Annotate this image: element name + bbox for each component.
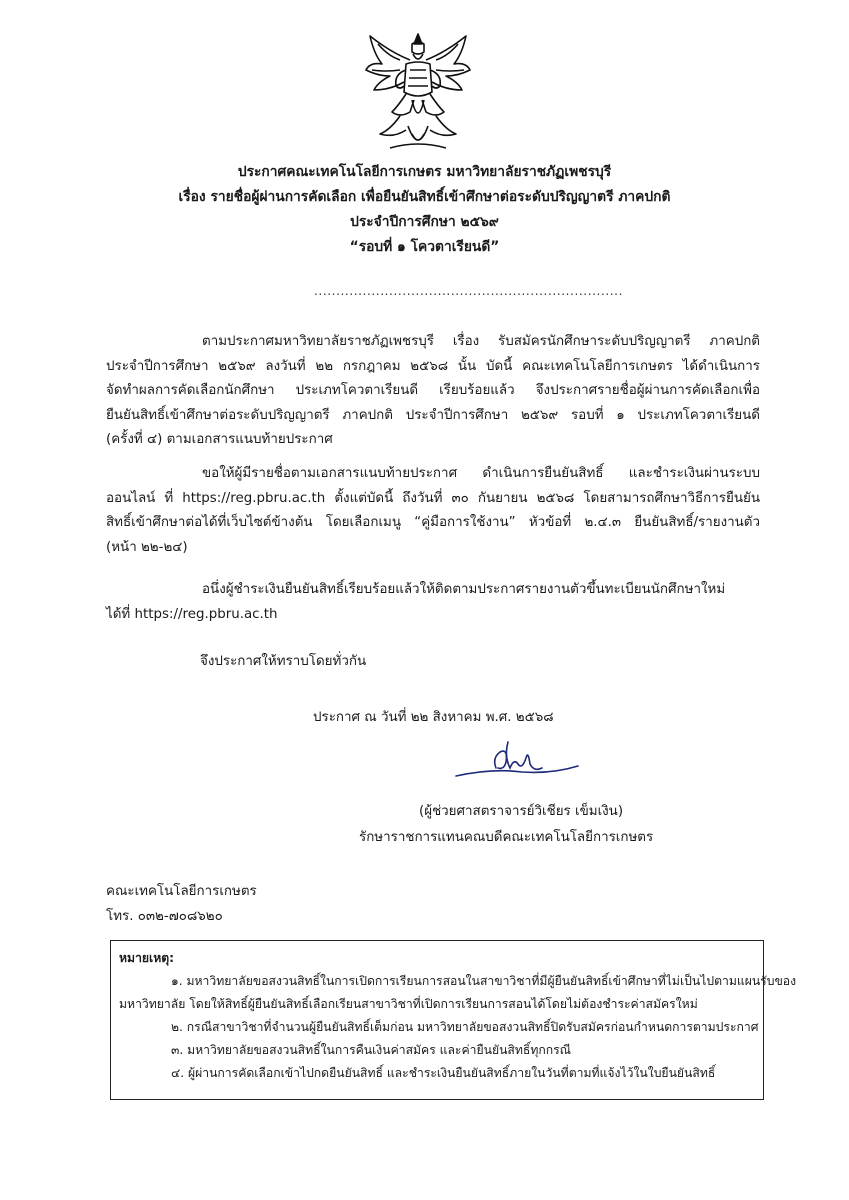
notes-title: หมายเหตุ: [119, 951, 175, 965]
faculty-name: คณะเทคโนโลยีการเกษตร [106, 884, 257, 899]
signer-name: (ผู้ช่วยศาสตราจารย์วิเชียร เข็มเงิน) [419, 804, 624, 819]
header-line-4: “รอบที่ ๑ โควตาเรียนดี” [349, 239, 500, 255]
paragraph-2-line-1: ขอให้ผู้มีรายชื่อตามเอกสารแนบท้ายประกาศ ดำเนินการยืนยันสิทธิ์ และชำระเงินผ่านระบบ [202, 466, 760, 481]
paragraph-2-line-2: ออนไลน์ ที่ https://reg.pbru.ac.th ตั้งแต่บัดนี้ ถึงวันที่ ๓๐ กันยายน ๒๕๖๘ โดยสามารถศึกษาวิธีการยืนยัน [106, 490, 760, 506]
garuda-emblem-icon [360, 30, 476, 158]
closing-statement: จึงประกาศให้ทราบโดยทั่วกัน [200, 654, 367, 669]
notes-box [110, 940, 797, 1100]
announcement-title-block [0, 160, 849, 260]
note-item-1-line-1: ๑. มหาวิทยาลัยขอสงวนสิทธิ์ในการเปิดการเรียนการสอนในสาขาวิชาที่มีผู้ยืนยันสิทธิ์เข้าศึกษาที่ไม่เป็นไปตามแผนรับของ [171, 974, 797, 988]
paragraph-3-line-1: อนึ่งผู้ชำระเงินยืนยันสิทธิ์เรียบร้อยแล้วให้ติดตามประกาศรายงานตัวขึ้นทะเบียนนักศึกษาใหม่ [202, 582, 726, 597]
paragraph-1-line-5: (ครั้งที่ ๔) ตามเอกสารแนบท้ายประกาศ [106, 432, 333, 447]
title-divider: ...................................................................... [314, 284, 624, 298]
paragraph-1-line-1: ตามประกาศมหาวิทยาลัยราชภัฏเพชรบุรี เรื่อง รับสมัครนักศึกษาระดับปริญญาตรี ภาคปกติ [202, 334, 760, 349]
paragraph-2 [106, 462, 760, 560]
signer-position: รักษาราชการแทนคณบดีคณะเทคโนโลยีการเกษตร [359, 830, 654, 845]
announcement-date: ประกาศ ณ วันที่ ๒๒ สิงหาคม พ.ศ. ๒๕๖๘ [313, 710, 554, 725]
note-item-1-line-2: มหาวิทยาลัย โดยให้สิทธิ์ผู้ยืนยันสิทธิ์เลือกเรียนสาขาวิชาที่เปิดการเรียนการสอนได้โดยไม่ต้องชำระค่าสมัครใหม่ [119, 997, 698, 1011]
handwritten-signature [452, 738, 582, 784]
paragraph-2-line-3: สิทธิ์เข้าศึกษาต่อได้ที่เว็บไซต์ข้างต้น โดยเลือกเมนู “คู่มือการใช้งาน” หัวข้อที่ ๒.๔.๓ ยืนยันสิทธิ์/รายงานตัว [106, 515, 760, 530]
header-line-2: เรื่อง รายชื่อผู้ผ่านการคัดเลือก เพื่อยืนยันสิทธิ์เข้าศึกษาต่อระดับปริญญาตรี ภาคปกติ [178, 189, 671, 205]
paragraph-2-line-4: (หน้า ๒๒-๒๔) [106, 539, 188, 555]
header-line-3: ประจำปีการศึกษา ๒๕๖๙ [350, 214, 499, 230]
paragraph-3 [106, 578, 760, 627]
note-item-2: ๒. กรณีสาขาวิชาที่จำนวนผู้ยืนยันสิทธิ์เต็มก่อน มหาวิทยาลัยขอสงวนสิทธิ์ปิดรับสมัครก่อนกำหนดการตามประกาศ [171, 1020, 759, 1034]
header-line-1: ประกาศคณะเทคโนโลยีการเกษตร มหาวิทยาลัยราชภัฏเพชรบุรี [237, 164, 612, 180]
note-item-3: ๓. มหาวิทยาลัยขอสงวนสิทธิ์ในการคืนเงินค่าสมัคร และค่ายืนยันสิทธิ์ทุกกรณี [171, 1043, 571, 1057]
paragraph-1-line-3: จัดทำผลการคัดเลือกนักศึกษา ประเภทโควตาเรียนดี เรียบร้อยแล้ว จึงประกาศรายชื่อผู้ผ่านการคัดเลือกเพื่อ [106, 383, 760, 398]
paragraph-3-line-2: ได้ที่ https://reg.pbru.ac.th [106, 606, 278, 622]
paragraph-1-line-2: ประจำปีการศึกษา ๒๕๖๙ ลงวันที่ ๒๒ กรกฎาคม ๒๕๖๘ นั้น บัดนี้ คณะเทคโนโลยีการเกษตร ได้ดำเนินการ [106, 358, 760, 374]
faculty-phone: โทร. ๐๓๒-๗๐๘๖๒๐ [106, 909, 223, 924]
note-item-4: ๔. ผู้ผ่านการคัดเลือกเข้าไปกดยืนยันสิทธิ์ และชำระเงินยืนยันสิทธิ์ภายในวันที่ตามที่แจ้งไว้ในใบยืนยันสิทธิ์ [171, 1066, 716, 1080]
paragraph-1 [106, 330, 760, 453]
paragraph-1-line-4: ยืนยันสิทธิ์เข้าศึกษาต่อระดับปริญญาตรี ภาคปกติ ประจำปีการศึกษา ๒๕๖๙ รอบที่ ๑ ประเภทโควตาเรียนดี [106, 407, 760, 423]
